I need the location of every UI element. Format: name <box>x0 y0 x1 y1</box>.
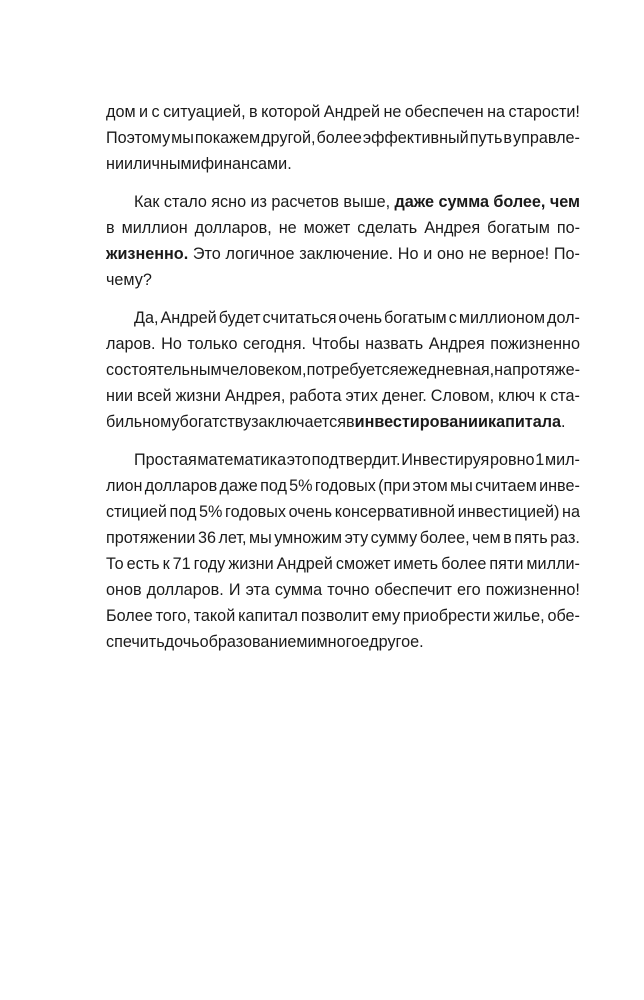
text-line <box>106 215 580 241</box>
word: оно <box>436 245 464 263</box>
word: онов <box>106 581 142 599</box>
word: Это <box>192 245 221 263</box>
text-line <box>106 473 580 499</box>
word: более <box>441 555 487 573</box>
word: жилье, <box>493 607 545 625</box>
text-line <box>106 409 580 435</box>
word: Да, <box>134 309 159 327</box>
word: очень <box>338 309 383 327</box>
word: Чтобы <box>311 335 360 353</box>
word: миллионом <box>458 309 545 327</box>
word: дочь <box>164 633 200 651</box>
word: заключается <box>251 413 347 431</box>
word: может <box>303 219 351 237</box>
word: другое. <box>369 633 424 651</box>
word: Инвестируя <box>401 451 490 469</box>
word: на <box>487 103 506 121</box>
word: в <box>503 529 512 547</box>
word: капитал <box>238 607 298 625</box>
word: с <box>151 103 160 121</box>
word: по- <box>556 219 580 237</box>
word: 71 <box>172 555 191 573</box>
word: сможет <box>335 555 391 573</box>
word: дол- <box>547 309 580 327</box>
word: ключ <box>498 387 536 405</box>
word: То <box>106 555 124 573</box>
word: инвестицией) <box>457 503 560 521</box>
word: выше, <box>343 193 391 211</box>
word: всей <box>137 387 172 405</box>
word: считаться <box>262 309 337 327</box>
word: заключение. <box>299 245 394 263</box>
word: пяти <box>489 555 524 573</box>
word: только <box>187 335 238 353</box>
text-line <box>106 447 580 473</box>
text-line <box>106 603 580 629</box>
word: стало <box>163 193 207 211</box>
word: сегодня. <box>243 335 306 353</box>
word: мил- <box>544 451 580 469</box>
word: другой, <box>261 129 316 147</box>
word: верное! <box>491 245 550 263</box>
word: протяжении <box>106 529 196 547</box>
word: жизни <box>175 387 221 405</box>
word: назвать <box>365 335 424 353</box>
word: богатым <box>384 309 447 327</box>
word: ясно <box>211 193 247 211</box>
word: более, <box>419 529 470 547</box>
text-line <box>106 551 580 577</box>
word: более, <box>493 193 546 211</box>
word: человеком, <box>221 361 307 379</box>
word: ситуацией, <box>163 103 246 121</box>
word: лет, <box>218 529 247 547</box>
word: Андрея <box>424 219 481 237</box>
word: Но <box>397 245 419 263</box>
word: 36 <box>197 529 216 547</box>
word: капитала. <box>487 413 566 431</box>
word: стицией <box>106 503 167 521</box>
text-line <box>106 99 580 125</box>
word: позволит <box>300 607 369 625</box>
text-line <box>106 499 580 525</box>
word: состоятельным <box>106 361 222 379</box>
word: сумма <box>274 581 323 599</box>
word: ровно <box>489 451 535 469</box>
word: этих <box>345 387 378 405</box>
word: и <box>139 103 149 121</box>
word: Андрей <box>160 309 217 327</box>
word: более <box>316 129 362 147</box>
word: такой <box>193 607 236 625</box>
word: на <box>494 361 513 379</box>
word: миллион <box>121 219 188 237</box>
word: спечить <box>106 633 165 651</box>
word: из <box>250 193 267 211</box>
word: долларов <box>144 477 218 495</box>
text-line <box>106 189 580 215</box>
word: сумму <box>370 529 418 547</box>
word: образованием <box>199 633 308 651</box>
word: мы <box>249 529 272 547</box>
word: считаем <box>475 477 537 495</box>
word: сумма <box>438 193 489 211</box>
text-line <box>106 383 580 409</box>
word: мы <box>450 477 473 495</box>
word: иметь <box>393 555 439 573</box>
word: математика <box>197 451 287 469</box>
text-line <box>106 577 580 603</box>
word: пять <box>514 529 548 547</box>
word: консервативной <box>334 503 456 521</box>
text-line <box>106 357 580 383</box>
word: обеспечен <box>404 103 484 121</box>
word: этом <box>412 477 448 495</box>
word: потребуется <box>306 361 399 379</box>
word: Поэтому <box>106 129 171 147</box>
word: многое <box>316 633 370 651</box>
word: долларов, <box>194 219 272 237</box>
word: в <box>503 129 513 147</box>
text-line <box>106 151 580 177</box>
word: нии <box>106 155 134 173</box>
word: протяже- <box>512 361 580 379</box>
word: его <box>457 581 481 599</box>
word: в <box>106 219 115 237</box>
word: ежедневная, <box>398 361 495 379</box>
word: которой <box>261 103 321 121</box>
word: Андрей <box>276 555 333 573</box>
word: и <box>423 245 433 263</box>
word: покажем <box>194 129 261 147</box>
word: году <box>193 555 226 573</box>
word: милли- <box>526 555 580 573</box>
word: инвестировании <box>354 413 488 431</box>
word: ему <box>371 607 401 625</box>
word: Но <box>161 335 182 353</box>
word: 5% <box>289 477 313 495</box>
word: чем <box>472 529 501 547</box>
word: под <box>169 503 197 521</box>
word: к <box>162 555 170 573</box>
word: на <box>562 503 580 521</box>
word: с <box>448 309 457 327</box>
word: Как <box>134 193 160 211</box>
word: денег. <box>381 387 427 405</box>
word: богатству <box>179 413 252 431</box>
word: в <box>249 103 258 121</box>
word: приобрести <box>402 607 491 625</box>
word: и <box>307 633 317 651</box>
word: подтвердит. <box>311 451 401 469</box>
text-line <box>106 267 580 293</box>
word: ста- <box>550 387 580 405</box>
word: эта <box>245 581 270 599</box>
word: личными <box>133 155 201 173</box>
text-line <box>106 241 580 267</box>
word: работа <box>289 387 342 405</box>
text-line <box>106 331 580 357</box>
word: обеспечит <box>374 581 452 599</box>
body-text <box>106 99 580 655</box>
word: жизни <box>228 555 274 573</box>
word: точно <box>327 581 370 599</box>
word: 1 <box>535 451 545 469</box>
word: годовых <box>225 503 286 521</box>
word: Андрея <box>428 335 485 353</box>
word: умножим <box>274 529 343 547</box>
word: путь <box>469 129 503 147</box>
word: Андрея, <box>224 387 286 405</box>
word: чему? <box>106 271 152 289</box>
word: финансами. <box>200 155 292 173</box>
word: будет <box>218 309 261 327</box>
word: очень <box>288 503 333 521</box>
word: Андрей <box>323 103 380 121</box>
word: эффективный <box>362 129 469 147</box>
text-line <box>106 629 580 655</box>
word: не <box>468 245 487 263</box>
word: есть <box>126 555 160 573</box>
word: раз. <box>550 529 580 547</box>
word: не <box>278 219 297 237</box>
word: эту <box>344 529 369 547</box>
word: к <box>539 387 547 405</box>
word: старости! <box>508 103 580 121</box>
word: мы <box>171 129 194 147</box>
text-line <box>106 525 580 551</box>
word: Словом, <box>430 387 495 405</box>
word: того, <box>155 607 191 625</box>
word: (при <box>378 477 411 495</box>
word: чем <box>549 193 580 211</box>
word: сделать <box>357 219 418 237</box>
word: управле- <box>513 129 580 147</box>
text-line <box>106 125 580 151</box>
word: По- <box>553 245 580 263</box>
word: долларов. <box>146 581 224 599</box>
word: богатым <box>487 219 550 237</box>
word: расчетов <box>271 193 339 211</box>
word: лион <box>106 477 143 495</box>
text-line <box>106 305 580 331</box>
word: жизненно. <box>106 245 189 263</box>
word: не <box>383 103 402 121</box>
word: дом <box>106 103 136 121</box>
word: годовых <box>314 477 376 495</box>
word: инве- <box>539 477 580 495</box>
word: даже <box>394 193 435 211</box>
word: обе- <box>547 607 580 625</box>
word: в <box>346 413 355 431</box>
word: пожизненно <box>490 335 580 353</box>
word: 5% <box>199 503 223 521</box>
word: логичное <box>225 245 295 263</box>
word: бильному <box>106 413 180 431</box>
word: даже <box>219 477 258 495</box>
word: это <box>286 451 311 469</box>
word: ларов. <box>106 335 156 353</box>
word: пожизненно! <box>485 581 580 599</box>
word: под <box>260 477 287 495</box>
word: Более <box>106 607 153 625</box>
word: И <box>228 581 241 599</box>
word: Простая <box>134 451 197 469</box>
word: нии <box>106 387 134 405</box>
